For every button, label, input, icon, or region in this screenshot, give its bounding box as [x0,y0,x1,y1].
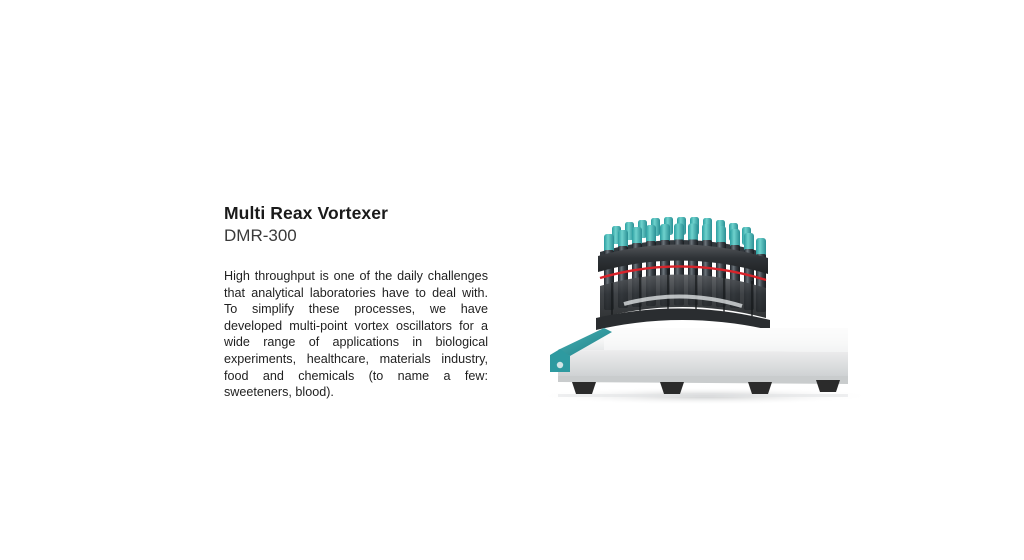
product-photo [500,200,900,420]
vortex-mixer-illustration [500,200,900,420]
power-indicator-icon [557,362,563,368]
housing-front [558,350,848,376]
surface-reflection [558,394,848,397]
product-model: DMR-300 [224,225,297,245]
housing-lip [558,376,848,384]
product-text-block [224,203,488,401]
product-title: Multi Reax Vortexer [224,203,388,223]
housing-top-sheen [604,328,848,352]
product-description: High throughput is one of the daily challenges that analytical laboratories have to deal with. To simplify these processes, we have developed multi-point vortex oscillators for a wide range of applications in biological experiments, healthcare, materials industry, food and chemicals (to name a few: sweeteners, blood). [224,269,488,400]
